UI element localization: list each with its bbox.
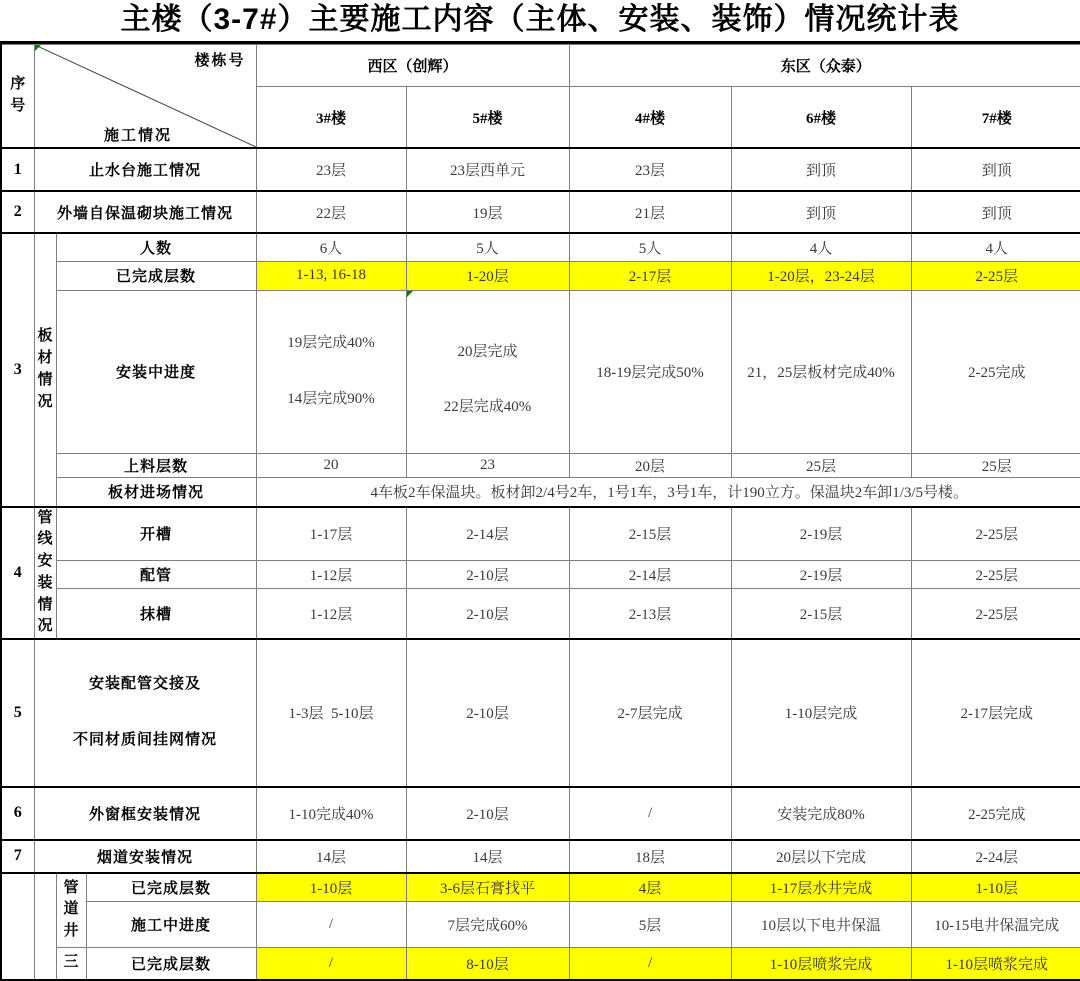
value-cell: 1-10层完成 [731,639,911,787]
value-cell: 25层 [911,454,1080,478]
value-cell: 2-14层 [406,507,569,561]
value-cell: / [256,902,406,948]
group-label-text: 管线安装情况 [37,509,53,635]
value-cell: 2-10层 [406,787,569,840]
row-label-line: 安装配管交接及 [89,676,202,692]
section-number: 6 [1,787,34,840]
row-label: 已完成层数 [86,873,256,902]
row-label: 抹槽 [56,589,256,639]
table-row [1,589,1080,639]
value-cell: 2-10层 [406,589,569,639]
value-cell [256,290,406,454]
page-title: 主楼（3-7#）主要施工内容（主体、安装、装饰）情况统计表 [0,0,1080,44]
value-cell-highlighted: 1-10层喷浆完成 [731,948,911,980]
value-cell-highlighted: 4层 [569,873,731,902]
building-header-4: 4#楼 [569,87,731,148]
value-cell: 20 [256,454,406,478]
value-cell: 23层 [256,148,406,191]
value-cell: 1-17层 [256,507,406,561]
value-cell-highlighted: 1-10层喷浆完成 [911,948,1080,980]
section-number: 5 [1,639,34,787]
section-number [1,873,34,980]
value-cell: 5人 [406,233,569,261]
value-cell: 到顶 [731,191,911,233]
value-cell: 2-25完成 [911,787,1080,840]
table-row [1,639,1080,787]
row-label-line: 不同材质间挂网情况 [73,731,218,748]
value-cell: 23层 [569,148,731,191]
value-cell: 22层 [256,191,406,233]
row-label: 配管 [56,560,256,588]
value-cell: 1-12层 [256,589,406,639]
value-cell-highlighted: / [256,948,406,980]
row-label: 开槽 [56,507,256,561]
value-cell: 2-10层 [406,639,569,787]
row-label: 已完成层数 [56,261,256,290]
value-cell: 2-25层 [911,560,1080,588]
value-cell: 14层 [406,840,569,873]
value-cell: 21，25层板材完成40% [731,290,911,454]
value-cell-highlighted: 1-10层 [911,873,1080,902]
row-label: 安装中进度 [56,290,256,454]
value-cell-highlighted: 8-10层 [406,948,569,980]
row-label: 外墙自保温砌块施工情况 [34,191,256,233]
construction-status-table [0,44,1080,981]
row-label: 板材进场情况 [56,478,256,507]
value-cell: 14层 [256,840,406,873]
subgroup-label [56,873,86,948]
building-header-6: 6#楼 [731,87,911,148]
value-cell: 到顶 [911,148,1080,191]
value-cell [406,290,569,454]
merged-value-cell: 4车板2车保温块。板材卸2/4号2车，1号1车，3号1车，计190立方。保温块2车卸1/3/5号楼。 [256,478,1080,507]
value-cell-highlighted: 1-20层 [406,261,569,290]
group-label [34,233,56,507]
row-label: 外窗框安装情况 [34,787,256,840]
corner-header-cell [34,45,256,149]
comment-marker-icon [35,45,41,51]
value-cell-highlighted: 3-6层石膏找平 [406,873,569,902]
building-header-7: 7#楼 [911,87,1080,148]
value-line: 19层完成40% [287,335,375,351]
section-number: 7 [1,840,34,873]
building-header-5: 5#楼 [406,87,569,148]
group-label [34,873,56,980]
section-number: 2 [1,191,34,233]
section-number: 3 [1,233,34,507]
value-cell: 1-3层 5-10层 [256,639,406,787]
value-cell: 2-14层 [569,560,731,588]
row-label: 施工中进度 [86,902,256,948]
seq-column-header-label: 序号 [10,76,26,114]
value-cell: 到顶 [911,191,1080,233]
value-cell: 20层 [569,454,731,478]
seq-column-header [1,45,34,149]
value-cell: 20层以下完成 [731,840,911,873]
value-cell-highlighted: 2-25层 [911,261,1080,290]
value-cell: 2-17层完成 [911,639,1080,787]
table-row [1,902,1080,948]
value-cell: 2-13层 [569,589,731,639]
row-label: 人数 [56,233,256,261]
value-cell-highlighted: 1-13, 16-18 [256,261,406,290]
subgroup-label-text: 管道井 [63,879,79,940]
table-row [1,560,1080,588]
value-cell: 2-15层 [569,507,731,561]
value-line: 14层完成90% [287,390,375,407]
table-row [1,787,1080,840]
value-cell: 到顶 [731,148,911,191]
table-row [1,840,1080,873]
value-cell-highlighted: 1-10层 [256,873,406,902]
value-cell: 4人 [731,233,911,261]
group-label [34,507,56,640]
table-row [1,507,1080,561]
value-cell: 10层以下电井保温 [731,902,911,948]
header-row-regions [1,45,1080,87]
value-cell-highlighted: / [569,948,731,980]
value-cell: 7层完成60% [406,902,569,948]
value-cell: 21层 [569,191,731,233]
table-row [1,478,1080,507]
value-cell: 2-25层 [911,507,1080,561]
value-cell: 23 [406,454,569,478]
value-cell: 19层 [406,191,569,233]
value-cell: 4人 [911,233,1080,261]
value-cell: 18层 [569,840,731,873]
value-cell: 2-25层 [911,589,1080,639]
subgroup-label-text: 三 [63,954,79,971]
value-cell: 25层 [731,454,911,478]
row-label: 上料层数 [56,454,256,478]
region-header-east: 东区（众泰） [569,45,1080,87]
section-number: 4 [1,507,34,640]
table-row [1,290,1080,454]
value-cell: 2-19层 [731,507,911,561]
value-cell: 18-19层完成50% [569,290,731,454]
value-cell: 1-10完成40% [256,787,406,840]
table-row [1,191,1080,233]
row-label [34,639,256,787]
value-cell-highlighted: 1-17层水井完成 [731,873,911,902]
value-cell: / [569,787,731,840]
building-header-3: 3#楼 [256,87,406,148]
value-cell: 23层西单元 [406,148,569,191]
value-cell: 2-10层 [406,560,569,588]
table-row [1,873,1080,902]
value-cell: 6人 [256,233,406,261]
row-label: 止水台施工情况 [34,148,256,191]
value-cell: 2-15层 [731,589,911,639]
value-cell: 安装完成80% [731,787,911,840]
value-cell: 1-12层 [256,560,406,588]
value-line: 20层完成 [457,343,518,360]
corner-label-building: 楼栋号 [194,53,246,69]
table-row [1,454,1080,478]
value-cell: 2-19层 [731,560,911,588]
value-cell: 10-15电井保温完成 [911,902,1080,948]
row-label: 已完成层数 [86,948,256,980]
comment-marker-icon [407,291,413,297]
value-cell: 2-7层完成 [569,639,731,787]
value-cell: 2-25完成 [911,290,1080,454]
table-row [1,948,1080,980]
value-cell: 2-24层 [911,840,1080,873]
table-row [1,261,1080,290]
row-label: 烟道安装情况 [34,840,256,873]
subgroup-label [56,948,86,980]
value-cell: 5层 [569,902,731,948]
table-row [1,233,1080,261]
group-label-text: 板材情况 [37,328,53,410]
value-line: 22层完成40% [443,399,532,416]
table-row [1,148,1080,191]
value-cell-highlighted: 2-17层 [569,261,731,290]
region-header-west: 西区（创辉） [256,45,569,87]
section-number: 1 [1,148,34,191]
corner-label-status: 施工情况 [104,128,173,144]
value-cell-highlighted: 1-20层，23-24层 [731,261,911,290]
value-cell: 5人 [569,233,731,261]
